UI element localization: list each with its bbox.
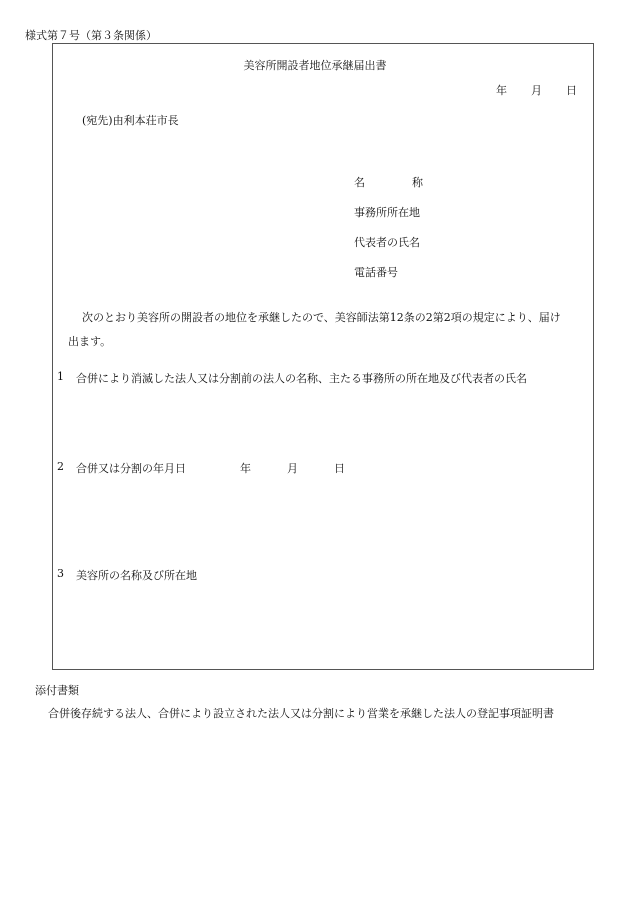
applicant-representative-label: 代表者の氏名 [354, 236, 420, 249]
statement-line-1: 次のとおり美容所の開設者の地位を承継したので、美容師法第12条の2第2項の規定により、届け [82, 311, 561, 324]
applicant-phone-label: 電話番号 [354, 266, 398, 279]
statement-line-2: 出ます。 [68, 335, 112, 348]
date-month-label: 月 [531, 84, 542, 97]
attachments-heading: 添付書類 [35, 684, 79, 697]
item-2-month-label: 月 [287, 462, 298, 475]
date-year-label: 年 [496, 84, 507, 97]
applicant-name-label-part1: 名 [354, 176, 365, 189]
addressee: (宛先)由利本荘市長 [82, 114, 179, 127]
item-1-text: 合併により消滅した法人又は分割前の法人の名称、主たる事務所の所在地及び代表者の氏名 [76, 372, 527, 385]
form-number: 様式第７号（第３条関係） [25, 29, 157, 42]
applicant-name-label-part2: 称 [412, 176, 423, 189]
attachments-body: 合併後存続する法人、合併により設立された法人又は分割により営業を承継した法人の登記事項証明書 [48, 707, 554, 720]
item-1-number: 1 [57, 370, 64, 383]
applicant-office-label: 事務所所在地 [354, 206, 420, 219]
document-title: 美容所開設者地位承継届出書 [243, 59, 387, 72]
item-2-year-label: 年 [240, 462, 251, 475]
item-2-text: 合併又は分割の年月日 [76, 462, 186, 475]
item-3-text: 美容所の名称及び所在地 [76, 569, 197, 582]
item-3-number: 3 [57, 567, 64, 580]
item-2-number: 2 [57, 460, 64, 473]
date-day-label: 日 [566, 84, 577, 97]
item-2-day-label: 日 [334, 462, 345, 475]
